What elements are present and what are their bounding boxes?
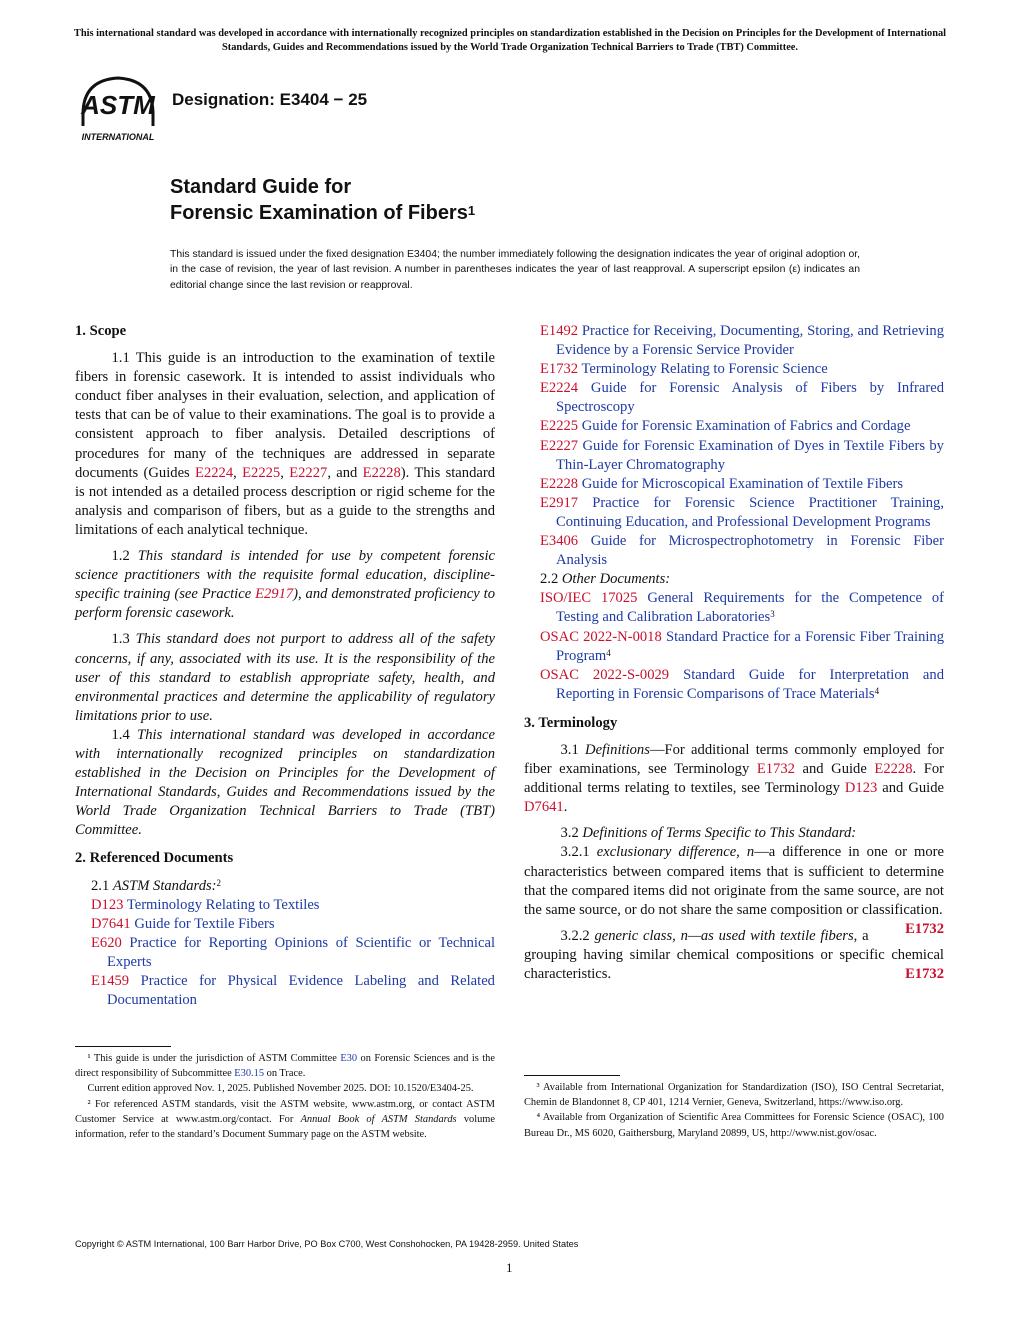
ref-e1732[interactable]: E1732 Terminology Relating to Forensic Science [540, 361, 828, 378]
link-d7641[interactable]: D7641 [524, 799, 564, 816]
logo-mark: ASTM [81, 90, 155, 120]
link-e2917[interactable]: E2917 [255, 586, 294, 603]
footnote-2: ² For referenced ASTM standards, visit the ASTM website, www.astm.org, or contact ASTM Customer Service at www.astm.org/contact. For Annual Book of ASTM Standards volume information, refer to the standard’s Document Summary page on the ASTM website. [75, 1098, 495, 1141]
footnote-rule-right [524, 1075, 620, 1076]
scope-1-4: 1.4 This international standard was developed in accordance with internationally recognized principles on standardization established in the Decision on Principles for the Development of International Standards, Guides and Recommendations issued by the World Trade Organization Technical Barriers to Trade (TBT) Committee. [75, 726, 495, 839]
link-d123[interactable]: D123 [844, 780, 878, 797]
astm-logo [75, 74, 161, 146]
issued-note: This standard is issued under the fixed designation E3404; the number immediately following the designation indicates the year of original adoption or, in the case of revision, the year of last revision. A number in parentheses indicates the year of last reapproval. A superscript epsilon (ε) indicates an editorial change since the last revision or reapproval. [170, 249, 860, 291]
astm-standards-label: 2.1 ASTM Standards:$^2$ [91, 877, 222, 894]
terminology-3-2: 3.2 Definitions of Terms Specific to This Standard: [560, 825, 857, 842]
footnote-3: ³ Available from International Organization for Standardization (ISO), ISO Central Secretariat, Chemin de Blandonnet 8, CP 401, 1214 Vernier, Geneva, Switzerland, https://www.iso.org. [524, 1082, 944, 1109]
ref-e620[interactable]: E620 Practice for Reporting Opinions of Scientific or Technical Experts [91, 934, 495, 970]
link-e2227[interactable]: E2227 [289, 464, 328, 481]
designation: Designation: E3404 − 25 [172, 90, 368, 109]
link-e2228-term[interactable]: E2228 [874, 761, 913, 778]
title-footnote-ref[interactable]: 1 [467, 203, 476, 218]
title-line-1: Standard Guide for [170, 176, 352, 198]
right-column [524, 322, 944, 991]
terminology-heading: 3. Terminology [524, 714, 618, 731]
tag-e1732-1[interactable]: E1732 [905, 920, 944, 937]
footnote-1: ¹ This guide is under the jurisdiction of ASTM Committee E30 on Forensic Sciences and is the direct responsibility of Subcommittee E30.15 on Trace. [75, 1053, 495, 1080]
ref-e2228[interactable]: E2228 Guide for Microscopical Examination of Textile Fibers [540, 475, 904, 492]
footnote-4: ⁴ Available from Organization of Scientific Area Committees for Forensic Science (OSAC), 100 Bureau Dr., MS 6020, Gaithersburg, Maryland 20899, US, http://www.nist.gov/osac. [524, 1112, 944, 1139]
tag-e1732-2[interactable]: E1732 [905, 966, 944, 982]
title-line-2: Forensic Examination of Fibers [170, 202, 468, 224]
term-exclusionary-difference: 3.2.1 exclusionary difference, n—a difference in one or more characteristics between compared items that is sufficient to determine that the compared items did not originate from the same source, are not the same source, or do not share the same composition or classification. E1732 [524, 843, 944, 919]
scope-1-3: 1.3 This standard does not purport to address all of the safety concerns, if any, associated with its use. It is the responsibility of the user of this standard to establish appropriate safety, health, and environmental practices and determine the applicability of regulatory limitations prior to use. [75, 631, 495, 724]
ref-d7641[interactable]: D7641 Guide for Textile Fibers [91, 915, 275, 932]
top-notice: This international standard was developed in accordance with internationally recognized principles on standardization established in the Decision on Principles for the Development of International Standards, Guides and Recommendations issued by the World Trade Organization Technical Barriers to Trade (TBT) Committee. [73, 28, 947, 53]
ref-e2224[interactable]: E2224 Guide for Forensic Analysis of Fibers by Infrared Spectroscopy [540, 380, 944, 416]
ref-e3406[interactable]: E3406 Guide for Microspectrophotometry in Forensic Fiber Analysis [540, 533, 944, 569]
link-e30[interactable]: E30 [340, 1053, 358, 1064]
footnote-rule-left [75, 1046, 171, 1047]
footnotes-left [75, 1051, 495, 1142]
scope-1-2: 1.2 This standard is intended for use by competent forensic science practitioners with the requisite formal education, discipline-specific training (see Practice E2917), and demonstrated proficiency to perform forensic casework. [75, 548, 495, 622]
document-title [170, 174, 475, 226]
left-column [75, 322, 495, 1010]
ref-d123[interactable]: D123 Terminology Relating to Textiles [91, 896, 320, 913]
other-documents-label: 2.2 Other Documents: [540, 571, 671, 588]
ref-e1459[interactable]: E1459 Practice for Physical Evidence Labeling and Related Documentation [91, 973, 495, 1009]
link-e2224[interactable]: E2224 [195, 464, 234, 481]
ref-e2227[interactable]: E2227 Guide for Forensic Examination of Dyes in Textile Fibers by Thin-Layer Chromatography [540, 437, 944, 473]
scope-heading: 1. Scope [75, 323, 127, 339]
ref-osac-0018[interactable]: OSAC 2022-N-0018 Standard Practice for a Forensic Fiber Training Program$^4$ [540, 628, 945, 664]
scope-1-1: 1.1 This guide is an introduction to the examination of textile fibers in forensic casework. It is intended to assist individuals who conduct fiber analyses in their evaluation, selection, and application of tests that can be of value to their examinations. The goal is to provide a consistent approach to fiber analysis. Detailed descriptions of procedures for many of the techniques are addressed in separate documents (Guides E2224, E2225, E2227, and E2228). This standard is not intended as a detailed process description or rigid scheme for the analysis and comparison of fibers, but as a guide to the strengths and limitations of each analytical technique. [75, 350, 496, 538]
ref-osac-0029[interactable]: OSAC 2022-S-0029 Standard Guide for Interpretation and Reporting in Forensic Comparisons of Trace Materials$^4$ [540, 666, 944, 702]
terminology-3-1: 3.1 Definitions—For additional terms commonly employed for fiber examinations, see Terminology E1732 and Guide E2228. For additional terms relating to textiles, see Terminology D123 and Guide D7641. [524, 741, 945, 816]
ref-e1492[interactable]: E1492 Practice for Receiving, Documenting, Storing, and Retrieving Evidence by a Forensic Service Provider [540, 323, 944, 359]
link-e1732[interactable]: E1732 [756, 761, 795, 778]
link-e2225[interactable]: E2225 [242, 464, 281, 481]
page-number: 1 [506, 1260, 513, 1275]
ref-iso-17025[interactable]: ISO/IEC 17025 General Requirements for the Competence of Testing and Calibration Laboratories$^3$ [540, 590, 944, 626]
link-e30-15[interactable]: E30.15 [234, 1068, 265, 1080]
ref-e2917[interactable]: E2917 Practice for Forensic Science Practitioner Training, Continuing Education, and Professional Development Programs [540, 494, 944, 530]
ref-e2225[interactable]: E2225 Guide for Forensic Examination of Fabrics and Cordage [540, 418, 911, 435]
link-e2228[interactable]: E2228 [362, 464, 401, 481]
term-generic-class: 3.2.2 generic class, n—as used with textile fibers, a grouping having similar chemical compositions or specific chemical characteristics. E1732 [524, 927, 944, 984]
referenced-heading: 2. Referenced Documents [75, 850, 234, 867]
copyright-footer: Copyright © ASTM International, 100 Barr Harbor Drive, PO Box C700, West Conshohocken, PA 19428-2959. United States [75, 1239, 579, 1249]
footnote-1-edition: Current edition approved Nov. 1, 2025. Published November 2025. DOI: 10.1520/E3404-25. [87, 1083, 474, 1095]
footnotes-right [524, 1080, 944, 1141]
logo-subtext: INTERNATIONAL [81, 132, 155, 142]
